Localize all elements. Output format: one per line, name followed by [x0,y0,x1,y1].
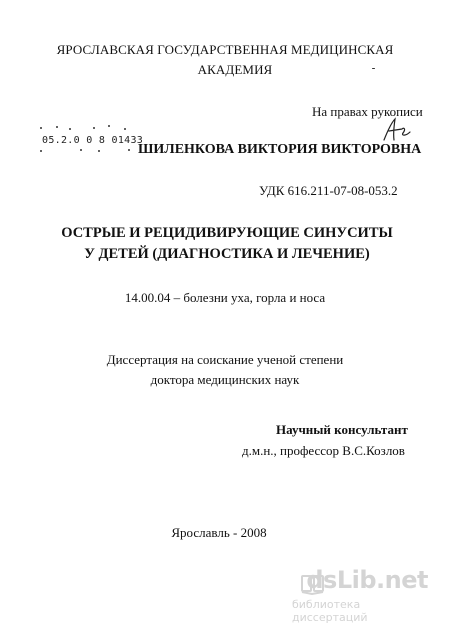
consultant-name: д.м.н., профессор В.С.Козлов [242,443,405,458]
institution-line-2: АКАДЕМИЯ [197,62,273,77]
udc-code: УДК 616.211-07-08-053.2 [259,183,398,198]
watermark-brand[interactable]: dsLib.net [306,566,428,594]
watermark-tagline: библиотека диссертаций [292,598,368,624]
title-line-2: У ДЕТЕЙ (ДИАГНОСТИКА И ЛЕЧЕНИЕ) [84,246,370,262]
manuscript-rights: На правах рукописи [312,104,423,119]
author-name: ШИЛЕНКОВА ВИКТОРИЯ ВИКТОРОВНА [138,142,422,157]
degree-line-2: доктора медицинских наук [150,372,300,387]
title-line-1: ОСТРЫЕ И РЕЦИДИВИРУЮЩИЕ СИНУСИТЫ [61,225,393,241]
degree-line-1: Диссертация на соискание ученой степени [106,352,344,367]
consultant-heading: Научный консультант [276,422,408,437]
specialty: 14.00.04 – болезни уха, горла и носа [124,290,326,305]
stamp-dots [38,125,138,131]
signature-icon [380,116,414,144]
watermark [292,566,442,624]
library-stamp: 05.2.0 0 8 01433 [42,135,144,146]
place-year: Ярославль - 2008 [171,525,267,540]
stamp-dots-lower [36,149,136,153]
speck [372,68,375,69]
institution-line-1: ЯРОСЛАВСКАЯ ГОСУДАРСТВЕННАЯ МЕДИЦИНСКАЯ [56,42,394,57]
